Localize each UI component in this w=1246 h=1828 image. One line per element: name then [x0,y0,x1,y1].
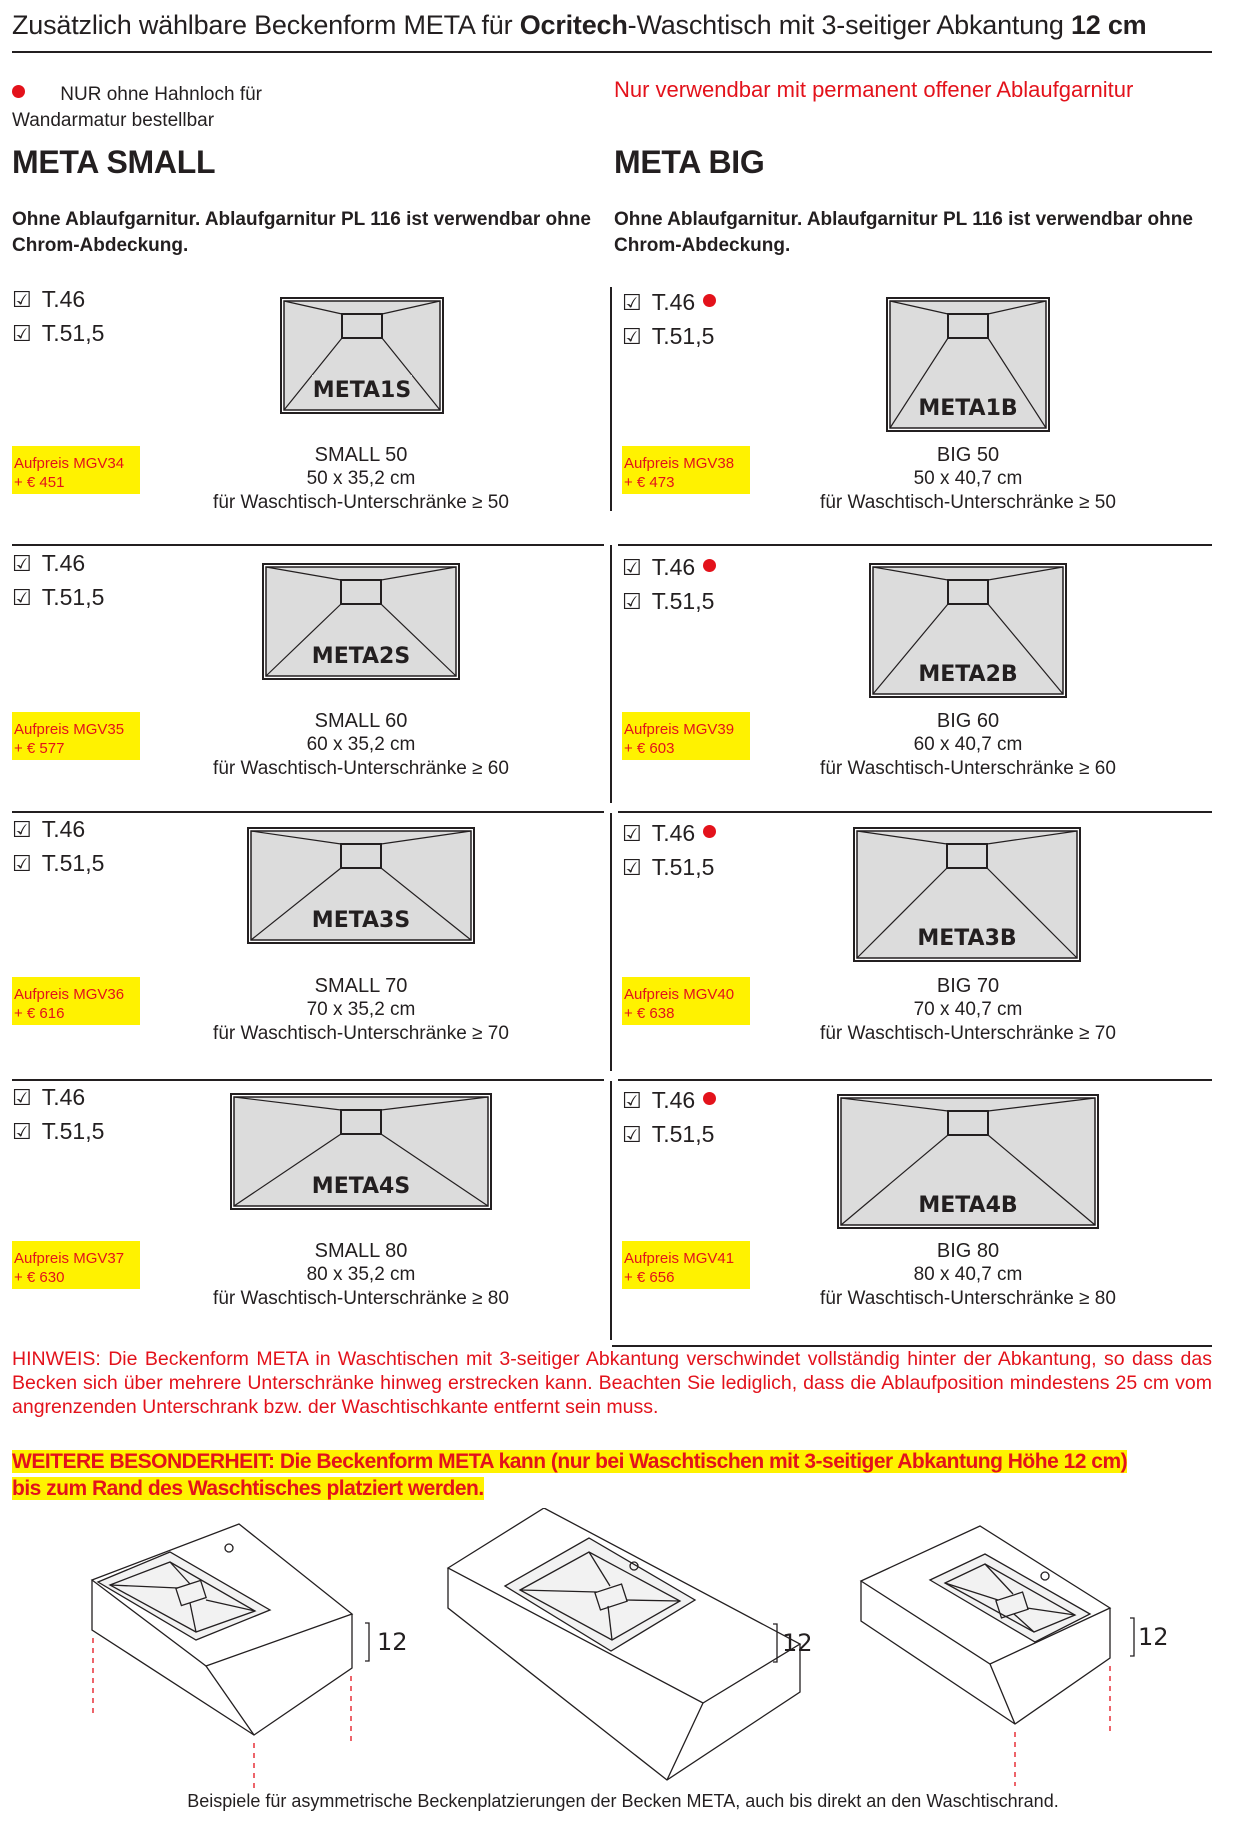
checkbox-checked-icon[interactable]: ☑ [12,552,32,577]
basin-code: META3B [917,926,1017,951]
basin-drawing-meta2b [869,563,1067,698]
height-label: 12 [1138,1623,1169,1651]
big-description: Ohne Ablaufgarnitur. Ablaufgarnitur PL 116 ist verwendbar ohne Chrom-Abdeckung. [614,209,1193,256]
price-box: Aufpreis MGV38 + € 473 [622,446,750,494]
red-dot-icon [703,1092,716,1105]
option-list [12,283,104,351]
basin-code: META1B [918,396,1018,421]
option-t46[interactable]: ☑ T.46 [12,1084,86,1111]
illustration-caption: Beispiele für asymmetrische Beckenplatzierungen der Becken META, auch bis direkt an den Waschtischrand. [187,1791,1059,1811]
basin-drawing-meta4b [837,1094,1099,1229]
option-t515[interactable]: ☑ T.51,5 [622,588,715,615]
basin-caption: SMALL 50 50 x 35,2 cm für Waschtisch-Unterschränke ≥ 50 [213,444,509,513]
height-label: 12 [782,1629,813,1657]
basin-drawing-meta3s [247,827,475,944]
checkbox-checked-icon[interactable]: ☑ [12,322,32,347]
page-title: Zusätzlich wählbare Beckenform META für Ocritech-Waschtisch mit 3-seitiger Abkantung 12 cm [12,10,1147,40]
checkbox-checked-icon[interactable]: ☑ [622,1089,642,1114]
checkbox-checked-icon[interactable]: ☑ [622,822,642,847]
basin-code: META4S [311,1174,411,1199]
option-t515[interactable]: ☑ T.51,5 [622,854,715,881]
basin-caption: BIG 80 80 x 40,7 cm für Waschtisch-Unterschränke ≥ 80 [820,1240,1116,1309]
price-box: Aufpreis MGV39 + € 603 [622,712,750,760]
option-t46[interactable]: ☑ T.46 [622,286,716,320]
option-t515[interactable]: ☑ T.51,5 [622,1121,715,1148]
option-t46[interactable]: ☑ T.46 [622,551,716,585]
price-box: Aufpreis MGV40 + € 638 [622,977,750,1025]
wall-mount-note: NUR ohne Hahnloch für Wandarmatur bestellbar [12,84,262,131]
price-box: Aufpreis MGV37 + € 630 [12,1241,140,1289]
basin-drawing-meta2s [262,563,460,680]
illustration-middle [448,1508,800,1780]
basin-drawing-meta4s [230,1093,492,1210]
column-divider [610,1081,612,1340]
column-divider [610,545,612,803]
column-divider [610,287,612,511]
price-box: Aufpreis MGV41 + € 656 [622,1241,750,1289]
checkbox-checked-icon[interactable]: ☑ [622,291,642,316]
checkbox-checked-icon[interactable]: ☑ [622,325,642,350]
row-divider [618,1079,1212,1081]
option-t46[interactable]: ☑ T.46 [12,816,86,843]
option-list [12,547,104,615]
option-t46[interactable]: ☑ T.46 [12,550,86,577]
checkbox-checked-icon[interactable]: ☑ [622,856,642,881]
big-heading: META BIG [614,144,765,180]
placement-illustrations [0,1508,1246,1788]
checkbox-checked-icon[interactable]: ☑ [12,1120,32,1145]
basin-caption: BIG 70 70 x 40,7 cm für Waschtisch-Unterschränke ≥ 70 [820,975,1116,1044]
price-box: Aufpreis MGV36 + € 616 [12,977,140,1025]
hinweis-note: HINWEIS: Die Beckenform META in Waschtischen mit 3-seitiger Abkantung verschwindet vollständig hinter der Abkantung, so dass das Becken sich über mehrere Unterschränke hinweg erstrecken kann. Beachten Sie lediglich, dass die Ablaufposition mindestens 25 cm vom angrenzenden Unterschrank bzw. der Waschtischkante entfernt sein muss. [12,1348,1212,1418]
basin-caption: BIG 50 50 x 40,7 cm für Waschtisch-Unterschränke ≥ 50 [820,444,1116,513]
row-divider [12,544,604,546]
basin-code: META3S [311,908,411,933]
checkbox-checked-icon[interactable]: ☑ [12,1086,32,1111]
basin-caption: SMALL 60 60 x 35,2 cm für Waschtisch-Unterschränke ≥ 60 [213,710,509,779]
basin-code: META1S [312,378,412,403]
red-dot-icon [703,294,716,307]
illustration-left [92,1524,369,1788]
checkbox-checked-icon[interactable]: ☑ [12,586,32,611]
option-t46[interactable]: ☑ T.46 [622,817,716,851]
small-heading: META SMALL [12,144,216,180]
option-t515[interactable]: ☑ T.51,5 [12,850,105,877]
option-list [622,551,716,619]
row-divider [618,811,1212,813]
checkbox-checked-icon[interactable]: ☑ [622,1123,642,1148]
basin-caption: SMALL 80 80 x 35,2 cm für Waschtisch-Unterschränke ≥ 80 [213,1240,509,1309]
basin-drawing-meta1b [886,297,1050,432]
red-dot-icon [12,85,25,98]
option-t515[interactable]: ☑ T.51,5 [12,1118,105,1145]
price-box: Aufpreis MGV34 + € 451 [12,446,140,494]
option-t515[interactable]: ☑ T.51,5 [12,320,105,347]
column-divider [610,813,612,1071]
basin-drawing-meta1s [280,297,444,414]
option-list [622,1084,716,1152]
checkbox-checked-icon[interactable]: ☑ [12,852,32,877]
height-label: 12 [377,1628,408,1656]
red-dot-icon [703,825,716,838]
basin-code: META2B [918,662,1018,687]
option-t515[interactable]: ☑ T.51,5 [622,323,715,350]
basin-drawing-meta3b [853,827,1081,962]
checkbox-checked-icon[interactable]: ☑ [12,818,32,843]
drain-note: Nur verwendbar mit permanent offener Ablaufgarnitur [614,77,1134,102]
option-t46[interactable]: ☑ T.46 [12,286,86,313]
illustration-right [861,1526,1134,1786]
row-divider [618,544,1212,546]
weitere-besonderheit-note: WEITERE BESONDERHEIT: Die Beckenform META kann (nur bei Waschtischen mit 3-seitiger Abkantung Höhe 12 cm) bis zum Rand des Waschtisches platziert werden. [12,1450,1128,1500]
option-list [622,286,716,354]
option-t515[interactable]: ☑ T.51,5 [12,584,105,611]
basin-code: META2S [311,644,411,669]
option-list [12,1081,104,1149]
option-list [622,817,716,885]
option-list [12,813,104,881]
checkbox-checked-icon[interactable]: ☑ [622,556,642,581]
checkbox-checked-icon[interactable]: ☑ [622,590,642,615]
checkbox-checked-icon[interactable]: ☑ [12,288,32,313]
basin-caption: SMALL 70 70 x 35,2 cm für Waschtisch-Unterschränke ≥ 70 [213,975,509,1044]
title-divider [12,51,1212,53]
basin-caption: BIG 60 60 x 40,7 cm für Waschtisch-Unterschränke ≥ 60 [820,710,1116,779]
small-description: Ohne Ablaufgarnitur. Ablaufgarnitur PL 116 ist verwendbar ohne Chrom-Abdeckung. [12,209,591,256]
red-dot-icon [703,559,716,572]
basin-code: META4B [918,1193,1018,1218]
price-box: Aufpreis MGV35 + € 577 [12,712,140,760]
option-t46[interactable]: ☑ T.46 [622,1084,716,1118]
